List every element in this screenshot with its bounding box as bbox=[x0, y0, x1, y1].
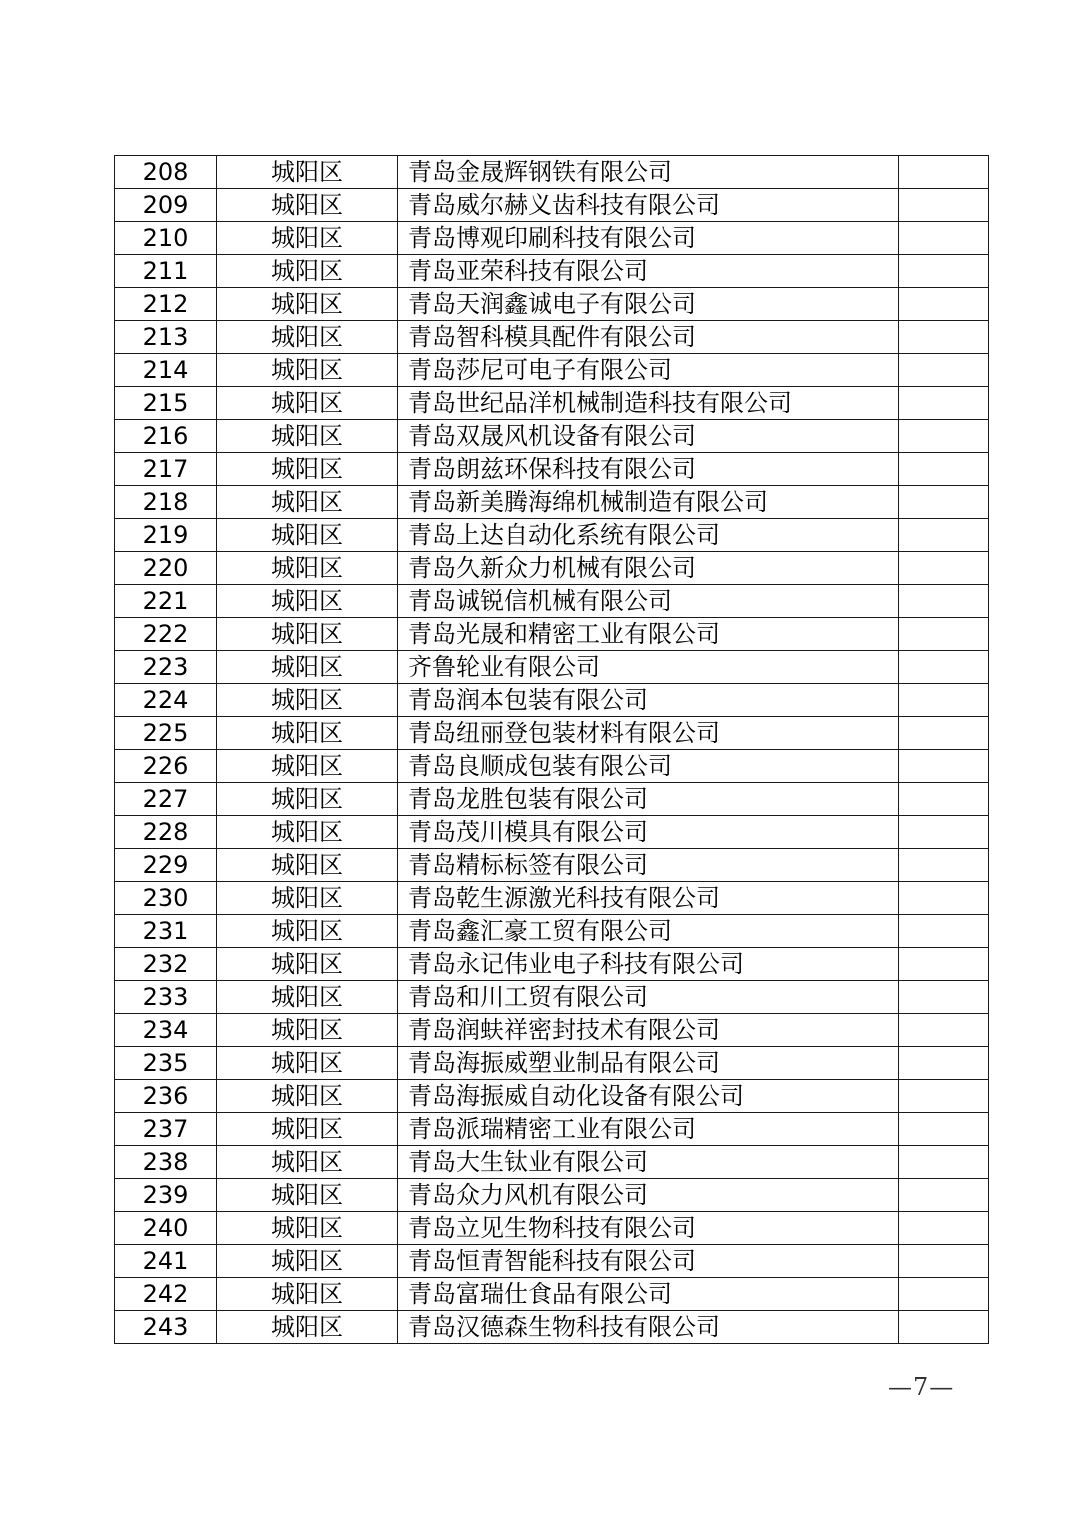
district-cell: 城阳区 bbox=[217, 915, 398, 948]
row-number: 227 bbox=[115, 783, 217, 816]
district-cell: 城阳区 bbox=[217, 321, 398, 354]
district-cell: 城阳区 bbox=[217, 189, 398, 222]
remarks-cell bbox=[899, 1311, 989, 1344]
district-cell: 城阳区 bbox=[217, 1113, 398, 1146]
company-name-cell: 青岛精标标签有限公司 bbox=[398, 849, 899, 882]
page-number: —7— bbox=[888, 1373, 955, 1401]
district-cell: 城阳区 bbox=[217, 1080, 398, 1113]
remarks-cell bbox=[899, 1245, 989, 1278]
row-number: 216 bbox=[115, 420, 217, 453]
remarks-cell bbox=[899, 189, 989, 222]
row-number: 233 bbox=[115, 981, 217, 1014]
district-cell: 城阳区 bbox=[217, 618, 398, 651]
company-name-cell: 青岛亚荣科技有限公司 bbox=[398, 255, 899, 288]
table-row bbox=[115, 519, 989, 552]
table-row bbox=[115, 1047, 989, 1080]
table-row bbox=[115, 222, 989, 255]
row-number: 214 bbox=[115, 354, 217, 387]
table-row bbox=[115, 189, 989, 222]
remarks-cell bbox=[899, 816, 989, 849]
table-body bbox=[115, 156, 989, 1344]
table-row bbox=[115, 1212, 989, 1245]
district-cell: 城阳区 bbox=[217, 1311, 398, 1344]
district-cell: 城阳区 bbox=[217, 684, 398, 717]
remarks-cell bbox=[899, 849, 989, 882]
remarks-cell bbox=[899, 288, 989, 321]
table-row bbox=[115, 1245, 989, 1278]
district-cell: 城阳区 bbox=[217, 783, 398, 816]
company-name-cell: 青岛金晟辉钢铁有限公司 bbox=[398, 156, 899, 189]
company-name-cell: 青岛恒青智能科技有限公司 bbox=[398, 1245, 899, 1278]
row-number: 224 bbox=[115, 684, 217, 717]
row-number: 223 bbox=[115, 651, 217, 684]
remarks-cell bbox=[899, 783, 989, 816]
row-number: 211 bbox=[115, 255, 217, 288]
table-row bbox=[115, 552, 989, 585]
table-row bbox=[115, 1179, 989, 1212]
remarks-cell bbox=[899, 1047, 989, 1080]
row-number: 208 bbox=[115, 156, 217, 189]
company-name-cell: 青岛大生钛业有限公司 bbox=[398, 1146, 899, 1179]
remarks-cell bbox=[899, 387, 989, 420]
company-name-cell: 青岛诚锐信机械有限公司 bbox=[398, 585, 899, 618]
company-name-cell: 青岛鑫汇豪工贸有限公司 bbox=[398, 915, 899, 948]
table-row bbox=[115, 321, 989, 354]
company-name-cell: 青岛汉德森生物科技有限公司 bbox=[398, 1311, 899, 1344]
remarks-cell bbox=[899, 1014, 989, 1047]
table-row bbox=[115, 453, 989, 486]
row-number: 215 bbox=[115, 387, 217, 420]
remarks-cell bbox=[899, 1113, 989, 1146]
company-name-cell: 青岛立见生物科技有限公司 bbox=[398, 1212, 899, 1245]
row-number: 243 bbox=[115, 1311, 217, 1344]
company-name-cell: 青岛智科模具配件有限公司 bbox=[398, 321, 899, 354]
remarks-cell bbox=[899, 1146, 989, 1179]
remarks-cell bbox=[899, 882, 989, 915]
company-name-cell: 青岛莎尼可电子有限公司 bbox=[398, 354, 899, 387]
district-cell: 城阳区 bbox=[217, 222, 398, 255]
table-row bbox=[115, 585, 989, 618]
row-number: 236 bbox=[115, 1080, 217, 1113]
table-row bbox=[115, 816, 989, 849]
remarks-cell bbox=[899, 948, 989, 981]
company-name-cell: 青岛威尔赫义齿科技有限公司 bbox=[398, 189, 899, 222]
table-row bbox=[115, 915, 989, 948]
table-row bbox=[115, 1014, 989, 1047]
row-number: 241 bbox=[115, 1245, 217, 1278]
remarks-cell bbox=[899, 453, 989, 486]
company-name-cell: 青岛光晟和精密工业有限公司 bbox=[398, 618, 899, 651]
table-row bbox=[115, 981, 989, 1014]
company-name-cell: 青岛乾生源激光科技有限公司 bbox=[398, 882, 899, 915]
company-name-cell: 青岛世纪品洋机械制造科技有限公司 bbox=[398, 387, 899, 420]
company-name-cell: 青岛双晟风机设备有限公司 bbox=[398, 420, 899, 453]
company-name-cell: 青岛上达自动化系统有限公司 bbox=[398, 519, 899, 552]
row-number: 238 bbox=[115, 1146, 217, 1179]
district-cell: 城阳区 bbox=[217, 1179, 398, 1212]
company-name-cell: 青岛久新众力机械有限公司 bbox=[398, 552, 899, 585]
district-cell: 城阳区 bbox=[217, 849, 398, 882]
table-row bbox=[115, 1146, 989, 1179]
district-cell: 城阳区 bbox=[217, 453, 398, 486]
district-cell: 城阳区 bbox=[217, 981, 398, 1014]
row-number: 213 bbox=[115, 321, 217, 354]
remarks-cell bbox=[899, 915, 989, 948]
company-name-cell: 齐鲁轮业有限公司 bbox=[398, 651, 899, 684]
district-cell: 城阳区 bbox=[217, 816, 398, 849]
row-number: 225 bbox=[115, 717, 217, 750]
district-cell: 城阳区 bbox=[217, 420, 398, 453]
row-number: 242 bbox=[115, 1278, 217, 1311]
table-row bbox=[115, 288, 989, 321]
district-cell: 城阳区 bbox=[217, 585, 398, 618]
row-number: 222 bbox=[115, 618, 217, 651]
district-cell: 城阳区 bbox=[217, 1278, 398, 1311]
remarks-cell bbox=[899, 486, 989, 519]
district-cell: 城阳区 bbox=[217, 1212, 398, 1245]
row-number: 240 bbox=[115, 1212, 217, 1245]
district-cell: 城阳区 bbox=[217, 1245, 398, 1278]
row-number: 232 bbox=[115, 948, 217, 981]
row-number: 212 bbox=[115, 288, 217, 321]
table-row bbox=[115, 684, 989, 717]
company-name-cell: 青岛良顺成包装有限公司 bbox=[398, 750, 899, 783]
company-name-cell: 青岛新美腾海绵机械制造有限公司 bbox=[398, 486, 899, 519]
remarks-cell bbox=[899, 618, 989, 651]
company-name-cell: 青岛派瑞精密工业有限公司 bbox=[398, 1113, 899, 1146]
district-cell: 城阳区 bbox=[217, 948, 398, 981]
company-name-cell: 青岛和川工贸有限公司 bbox=[398, 981, 899, 1014]
row-number: 239 bbox=[115, 1179, 217, 1212]
company-name-cell: 青岛永记伟业电子科技有限公司 bbox=[398, 948, 899, 981]
table-row bbox=[115, 948, 989, 981]
row-number: 234 bbox=[115, 1014, 217, 1047]
district-cell: 城阳区 bbox=[217, 1014, 398, 1047]
remarks-cell bbox=[899, 1179, 989, 1212]
district-cell: 城阳区 bbox=[217, 486, 398, 519]
remarks-cell bbox=[899, 255, 989, 288]
district-cell: 城阳区 bbox=[217, 387, 398, 420]
district-cell: 城阳区 bbox=[217, 882, 398, 915]
remarks-cell bbox=[899, 585, 989, 618]
table-row bbox=[115, 750, 989, 783]
table-row bbox=[115, 486, 989, 519]
company-name-cell: 青岛润本包装有限公司 bbox=[398, 684, 899, 717]
remarks-cell bbox=[899, 156, 989, 189]
district-cell: 城阳区 bbox=[217, 519, 398, 552]
row-number: 226 bbox=[115, 750, 217, 783]
row-number: 218 bbox=[115, 486, 217, 519]
row-number: 219 bbox=[115, 519, 217, 552]
company-name-cell: 青岛茂川模具有限公司 bbox=[398, 816, 899, 849]
district-cell: 城阳区 bbox=[217, 651, 398, 684]
table-row bbox=[115, 783, 989, 816]
table-row bbox=[115, 882, 989, 915]
table-row bbox=[115, 651, 989, 684]
row-number: 221 bbox=[115, 585, 217, 618]
table-row bbox=[115, 717, 989, 750]
company-list-table bbox=[114, 155, 989, 1344]
company-name-cell: 青岛天润鑫诚电子有限公司 bbox=[398, 288, 899, 321]
remarks-cell bbox=[899, 321, 989, 354]
district-cell: 城阳区 bbox=[217, 750, 398, 783]
remarks-cell bbox=[899, 552, 989, 585]
company-name-cell: 青岛富瑞仕食品有限公司 bbox=[398, 1278, 899, 1311]
remarks-cell bbox=[899, 420, 989, 453]
company-name-cell: 青岛纽丽登包装材料有限公司 bbox=[398, 717, 899, 750]
district-cell: 城阳区 bbox=[217, 288, 398, 321]
remarks-cell bbox=[899, 717, 989, 750]
row-number: 220 bbox=[115, 552, 217, 585]
row-number: 209 bbox=[115, 189, 217, 222]
remarks-cell bbox=[899, 1278, 989, 1311]
district-cell: 城阳区 bbox=[217, 156, 398, 189]
company-name-cell: 青岛博观印刷科技有限公司 bbox=[398, 222, 899, 255]
table-row bbox=[115, 1311, 989, 1344]
company-name-cell: 青岛润蚨祥密封技术有限公司 bbox=[398, 1014, 899, 1047]
district-cell: 城阳区 bbox=[217, 552, 398, 585]
table-row bbox=[115, 354, 989, 387]
company-name-cell: 青岛众力风机有限公司 bbox=[398, 1179, 899, 1212]
company-name-cell: 青岛海振威自动化设备有限公司 bbox=[398, 1080, 899, 1113]
row-number: 229 bbox=[115, 849, 217, 882]
district-cell: 城阳区 bbox=[217, 255, 398, 288]
company-name-cell: 青岛朗兹环保科技有限公司 bbox=[398, 453, 899, 486]
table-row bbox=[115, 1080, 989, 1113]
row-number: 235 bbox=[115, 1047, 217, 1080]
table-row bbox=[115, 1113, 989, 1146]
row-number: 228 bbox=[115, 816, 217, 849]
row-number: 230 bbox=[115, 882, 217, 915]
remarks-cell bbox=[899, 1212, 989, 1245]
table-row bbox=[115, 849, 989, 882]
row-number: 237 bbox=[115, 1113, 217, 1146]
remarks-cell bbox=[899, 354, 989, 387]
district-cell: 城阳区 bbox=[217, 354, 398, 387]
remarks-cell bbox=[899, 981, 989, 1014]
table-row bbox=[115, 420, 989, 453]
remarks-cell bbox=[899, 750, 989, 783]
district-cell: 城阳区 bbox=[217, 1146, 398, 1179]
table-row bbox=[115, 387, 989, 420]
remarks-cell bbox=[899, 1080, 989, 1113]
row-number: 210 bbox=[115, 222, 217, 255]
table-row bbox=[115, 156, 989, 189]
remarks-cell bbox=[899, 651, 989, 684]
table-row bbox=[115, 1278, 989, 1311]
remarks-cell bbox=[899, 684, 989, 717]
remarks-cell bbox=[899, 519, 989, 552]
table-row bbox=[115, 618, 989, 651]
remarks-cell bbox=[899, 222, 989, 255]
table-row bbox=[115, 255, 989, 288]
row-number: 231 bbox=[115, 915, 217, 948]
district-cell: 城阳区 bbox=[217, 1047, 398, 1080]
company-name-cell: 青岛龙胜包装有限公司 bbox=[398, 783, 899, 816]
district-cell: 城阳区 bbox=[217, 717, 398, 750]
company-name-cell: 青岛海振威塑业制品有限公司 bbox=[398, 1047, 899, 1080]
row-number: 217 bbox=[115, 453, 217, 486]
